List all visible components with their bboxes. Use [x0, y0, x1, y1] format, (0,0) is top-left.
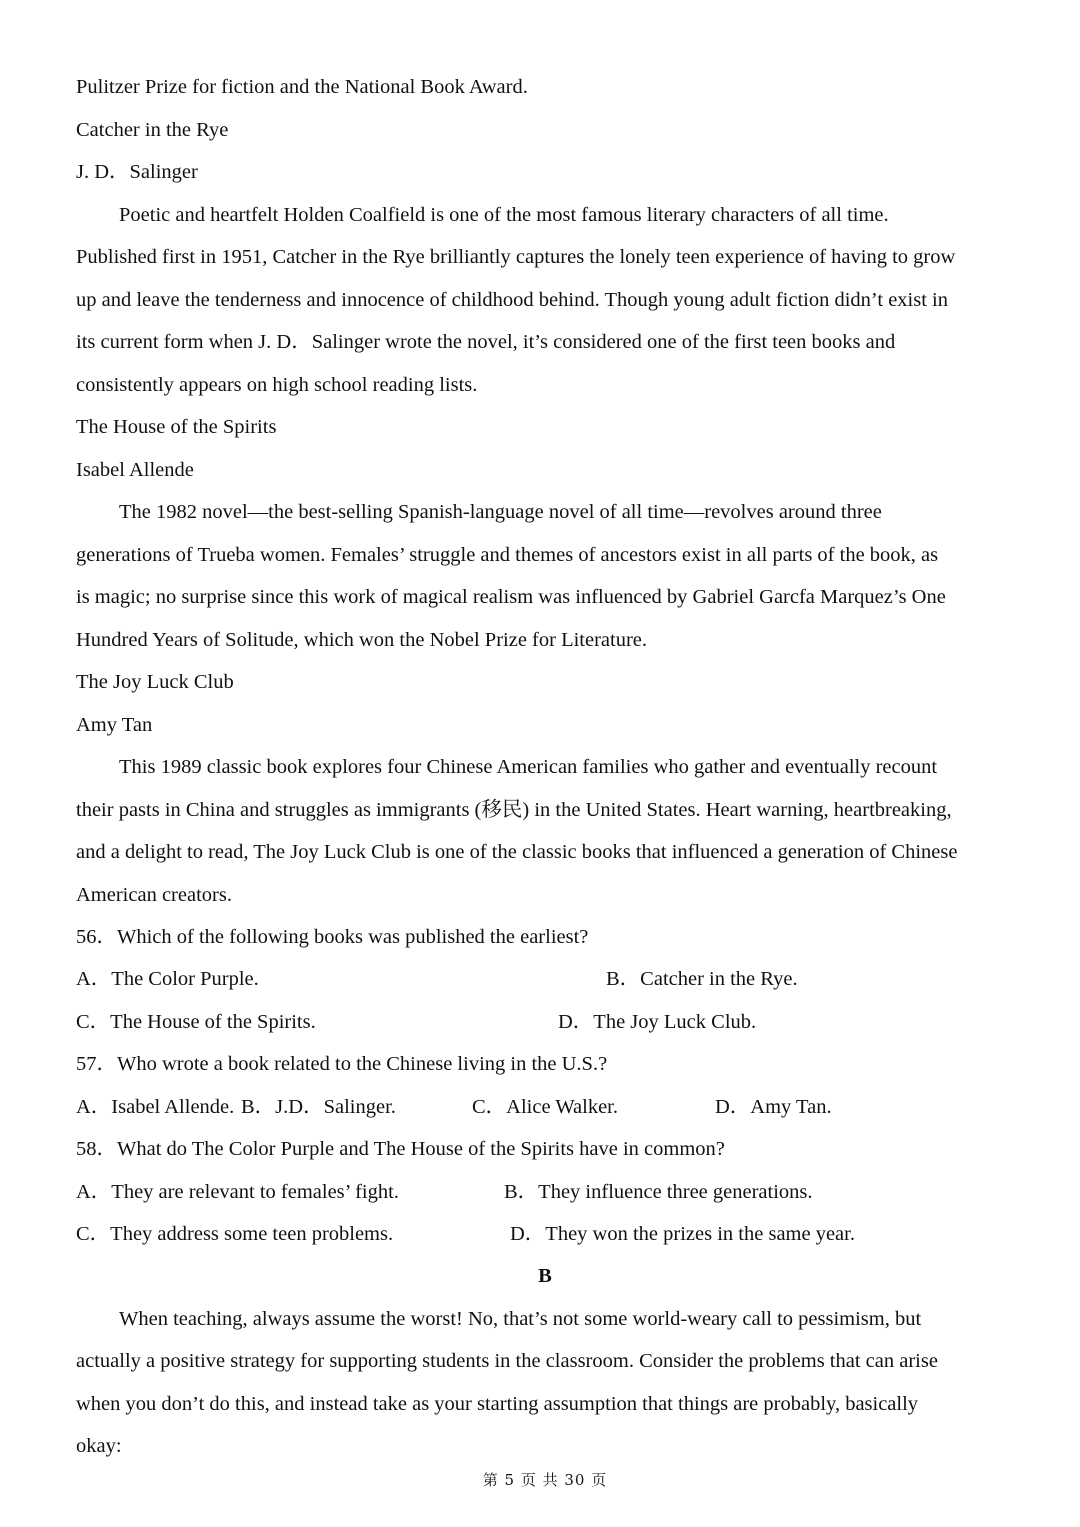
- paragraph-line: Hundred Years of Solitude, which won the Nobel Prize for Literature.: [76, 629, 648, 651]
- question-57-option-c: C．Alice Walker.: [472, 1096, 618, 1118]
- question-57-option-a: A．Isabel Allende.: [76, 1096, 235, 1118]
- question-58-stem: 58．What do The Color Purple and The House of the Spirits have in common?: [76, 1138, 725, 1160]
- paragraph-line: and a delight to read, The Joy Luck Club is one of the classic books that influenced a generation of Chinese: [76, 841, 958, 863]
- question-58-option-d: D．They won the prizes in the same year.: [510, 1223, 855, 1245]
- paragraph-line: when you don’t do this, and instead take as your starting assumption that things are probably, basically: [76, 1393, 919, 1415]
- book-author-amy-tan: Amy Tan: [76, 714, 153, 736]
- paragraph-line: its current form when J. D．Salinger wrote the novel, it’s considered one of the first teen books and: [76, 331, 896, 353]
- section-heading-b: B: [538, 1265, 552, 1287]
- paragraph-line: is magic; no surprise since this work of magical realism was influenced by Gabriel Garcfa Marquez’s One: [76, 586, 946, 608]
- question-56-stem: 56．Which of the following books was published the earliest?: [76, 926, 589, 948]
- intro-tail-line: Pulitzer Prize for fiction and the National Book Award.: [76, 76, 528, 98]
- paragraph-line: American creators.: [76, 884, 232, 906]
- question-56-option-c: C．The House of the Spirits.: [76, 1011, 316, 1033]
- question-57-option-d: D．Amy Tan.: [715, 1096, 832, 1118]
- paragraph-line: generations of Trueba women. Females’ struggle and themes of ancestors exist in all parts of the book, as: [76, 544, 939, 566]
- book-title-joy-luck-club: The Joy Luck Club: [76, 671, 234, 693]
- book-author-allende: Isabel Allende: [76, 459, 194, 481]
- paragraph-line: Published first in 1951, Catcher in the Rye brilliantly captures the lonely teen experience of having to grow: [76, 246, 956, 268]
- paragraph-line: Poetic and heartfelt Holden Coalfield is one of the most famous literary characters of all time.: [119, 204, 889, 226]
- question-58-option-b: B．They influence three generations.: [504, 1181, 813, 1203]
- paragraph-line: The 1982 novel—the best-selling Spanish-language novel of all time—revolves around three: [119, 501, 882, 523]
- question-57-stem: 57．Who wrote a book related to the Chinese living in the U.S.?: [76, 1053, 608, 1075]
- paragraph-line: This 1989 classic book explores four Chinese American families who gather and eventually recount: [119, 756, 938, 778]
- question-56-option-d: D．The Joy Luck Club.: [558, 1011, 757, 1033]
- book-title-catcher: Catcher in the Rye: [76, 119, 229, 141]
- paragraph-line: up and leave the tenderness and innocence of childhood behind. Though young adult fiction didn’t exist in: [76, 289, 949, 311]
- paragraph-line: When teaching, always assume the worst! No, that’s not some world-weary call to pessimism, but: [119, 1308, 922, 1330]
- paragraph-line: okay:: [76, 1435, 122, 1457]
- question-58-option-c: C．They address some teen problems.: [76, 1223, 394, 1245]
- book-title-house-of-spirits: The House of the Spirits: [76, 416, 277, 438]
- page-footer: 第 5 页 共 30 页: [482, 1471, 608, 1489]
- question-56-option-a: A．The Color Purple.: [76, 968, 259, 990]
- book-author-salinger: J. D．Salinger: [76, 161, 198, 183]
- question-58-option-a: A．They are relevant to females’ fight.: [76, 1181, 399, 1203]
- paragraph-line: actually a positive strategy for supporting students in the classroom. Consider the problems that can arise: [76, 1350, 938, 1372]
- question-57-option-b: B．J.D．Salinger.: [241, 1096, 396, 1118]
- question-56-option-b: B．Catcher in the Rye.: [606, 968, 798, 990]
- paragraph-line: consistently appears on high school reading lists.: [76, 374, 478, 396]
- paragraph-line: their pasts in China and struggles as immigrants (移民) in the United States. Heart warning, heartbreaking,: [76, 799, 952, 821]
